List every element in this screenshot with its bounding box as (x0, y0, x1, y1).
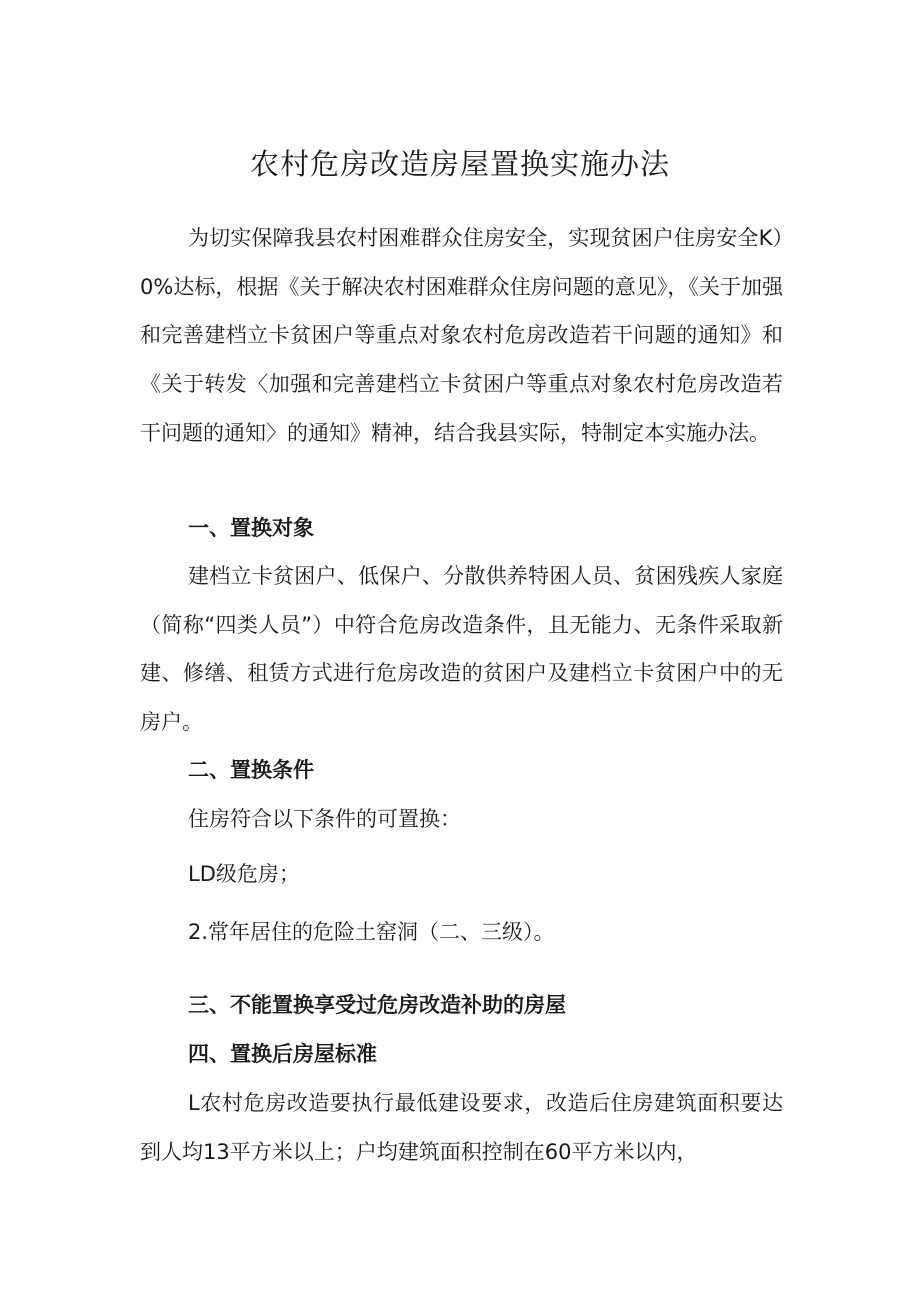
section-heading-1: 一、置换对象 (188, 516, 314, 540)
section-2-intro-line: 住房符合以下条件的可置换： (188, 807, 461, 831)
intro-paragraph: 为切实保障我县农村困难群众住房安全，实现贫困户住房安全K）0%达标，根据《关于解决农村困难群众住房问题的意见》，《关于加强和完善建档立卡贫困户等重点对象农村危房改造若干问题的通知》和《关于转发〈加强和完善建档立卡贫困户等重点对象农村危房改造若干问题的通知〉的通知》精神，结合我县实际，特制定本实施办法。 (140, 226, 783, 445)
section-2-item-2: 2.常年居住的危险土窑洞（二、三级）。 (188, 920, 555, 944)
section-4-body: L农村危房改造要执行最低建设要求，改造后住房建筑面积要达到人均13平方米以上；户均建筑面积控制在60平方米以内， (140, 1091, 783, 1164)
section-heading-4: 四、置换后房屋标准 (188, 1042, 377, 1066)
section-heading-2: 二、置换条件 (188, 758, 314, 782)
section-heading-3: 三、不能置换享受过危房改造补助的房屋 (188, 993, 566, 1017)
section-2-item-1: LD级危房； (188, 862, 300, 886)
section-1-body: 建档立卡贫困户、低保户、分散供养特困人员、贫困残疾人家庭（简称“四类人员”）中符合危房改造条件，且无能力、无条件采取新建、修缮、租赁方式进行危房改造的贫困户及建档立卡贫困户中的无房户。 (140, 564, 783, 735)
document-title: 农村危房改造房屋置换实施办法 (249, 147, 670, 181)
